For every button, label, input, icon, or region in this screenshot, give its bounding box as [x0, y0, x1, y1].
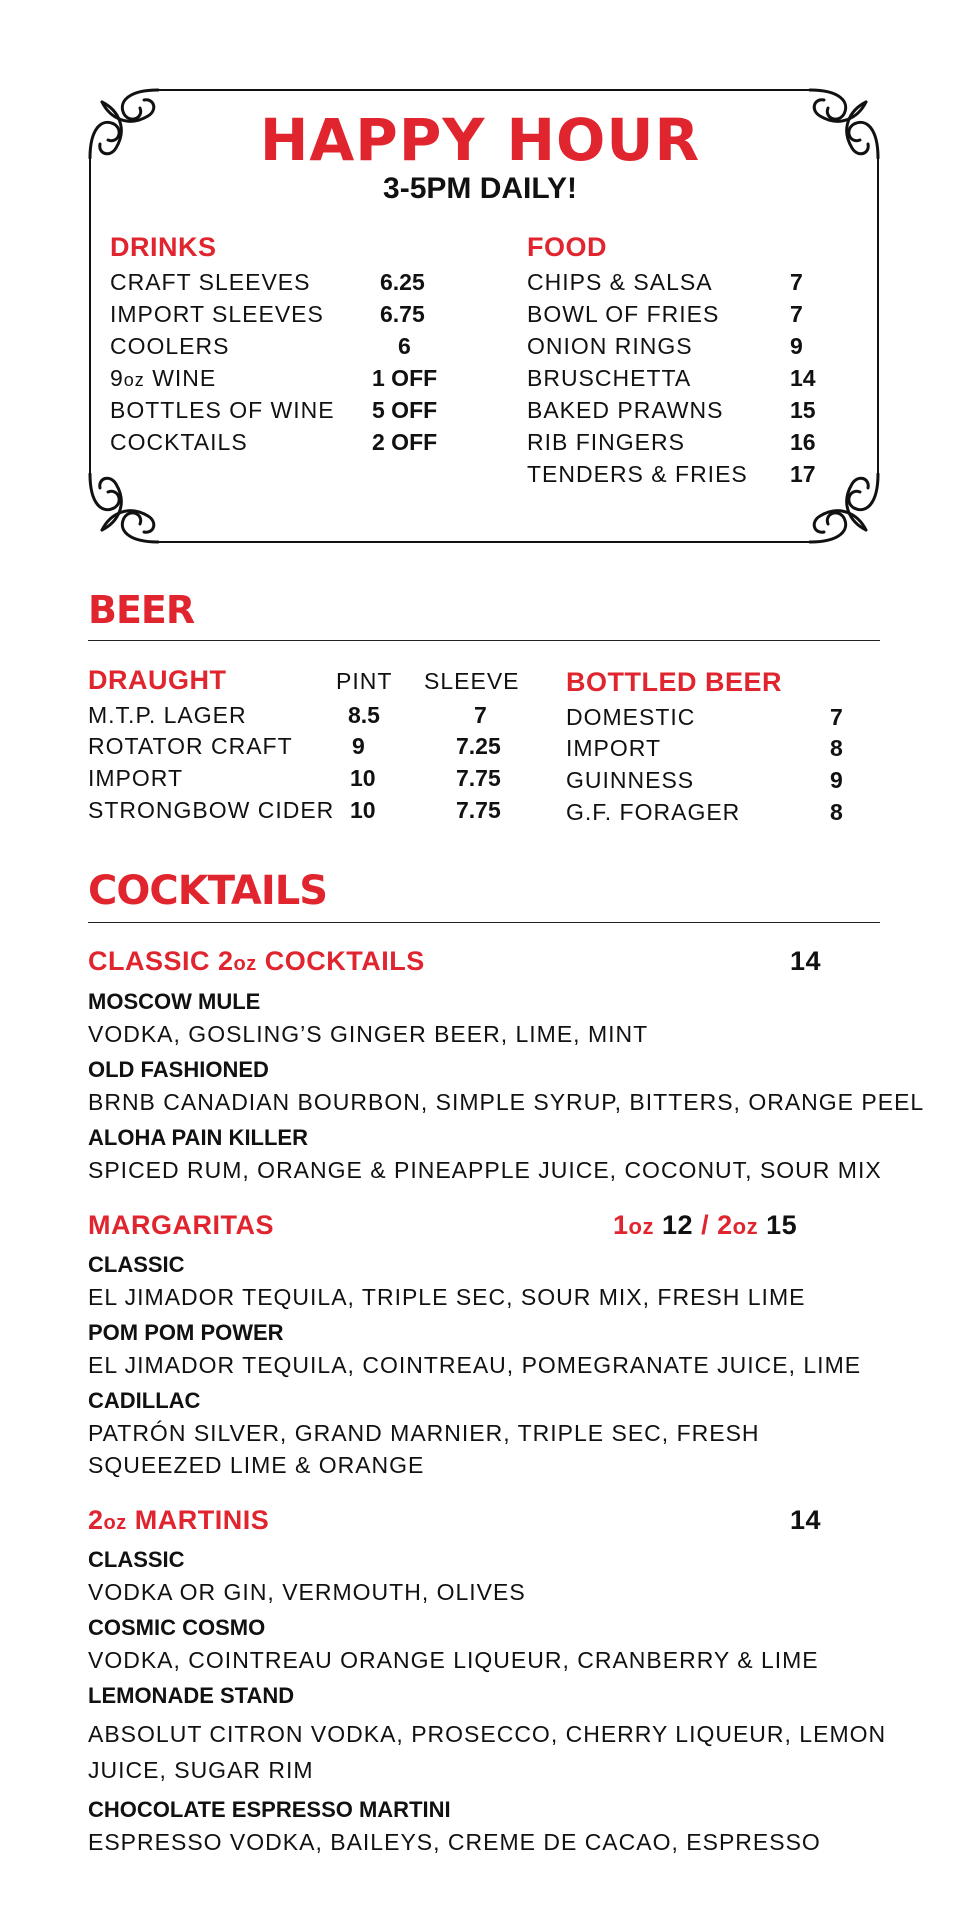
cocktail-name: ALOHA PAIN KILLER	[88, 1125, 308, 1150]
item-price: 6.25	[380, 269, 425, 295]
cocktail-name: CADILLAC	[88, 1388, 201, 1413]
happy-hour-title: HAPPY HOUR	[259, 106, 701, 174]
cocktail-description: SPICED RUM, ORANGE & PINEAPPLE JUICE, COCONUT, SOUR MIX	[88, 1157, 882, 1183]
pint-price: 10	[350, 797, 376, 823]
martinis-heading	[88, 1505, 269, 1536]
classic-cocktails-price: 14	[790, 946, 822, 976]
list-item: ONION RINGS	[527, 333, 693, 359]
oz-unit: oz	[103, 1512, 127, 1534]
classic-heading-part: COCKTAILS	[256, 946, 425, 976]
item-price: 17	[790, 461, 816, 487]
item-price: 8	[830, 735, 843, 761]
sleeve-price: 7.25	[456, 733, 501, 759]
list-item: IMPORT	[566, 735, 662, 761]
item-price: 2 OFF	[372, 429, 438, 455]
list-item: IMPORT	[88, 765, 184, 791]
list-item: BAKED PRAWNS	[527, 397, 724, 423]
size-number: 2	[717, 1210, 733, 1240]
list-item: COCKTAILS	[110, 429, 248, 455]
list-item: RIB FINGERS	[527, 429, 685, 455]
cocktail-name: CLASSIC	[88, 1547, 185, 1572]
martinis-heading-part: MARTINIS	[126, 1505, 270, 1535]
drinks-item-label: 9oz WINE	[110, 365, 217, 391]
list-item: G.F. FORAGER	[566, 799, 741, 825]
item-price: 7	[830, 704, 843, 730]
price-value: 15	[766, 1210, 798, 1240]
cocktail-description: ESPRESSO VODKA, BAILEYS, CREME DE CACAO, ESPRESSO	[88, 1829, 821, 1855]
list-item: BOTTLES OF WINE	[110, 397, 335, 423]
bottled-beer-heading: BOTTLED BEER	[566, 667, 783, 697]
martinis-heading-part: 2	[88, 1505, 104, 1535]
drinks-heading: DRINKS	[110, 232, 217, 262]
list-item: BRUSCHETTA	[527, 365, 692, 391]
cocktail-description: EL JIMADOR TEQUILA, COINTREAU, POMEGRANATE JUICE, LIME	[88, 1352, 862, 1378]
cocktails-divider	[88, 922, 880, 923]
martinis-price: 14	[790, 1505, 822, 1535]
item-price: 7	[790, 301, 803, 327]
cocktail-description: ABSOLUT CITRON VODKA, PROSECCO, CHERRY LIQUEUR, LEMON	[88, 1721, 887, 1747]
pint-price: 9	[352, 733, 365, 759]
item-price: 1 OFF	[372, 365, 438, 391]
cocktail-description-cont: JUICE, SUGAR RIM	[88, 1757, 314, 1783]
list-item: M.T.P. LAGER	[88, 702, 247, 728]
cocktail-name: OLD FASHIONED	[88, 1057, 269, 1082]
beer-title: BEER	[88, 588, 195, 632]
cocktail-description: EL JIMADOR TEQUILA, TRIPLE SEC, SOUR MIX, FRESH LIME	[88, 1284, 806, 1310]
item-price: 16	[790, 429, 816, 455]
list-item	[110, 365, 216, 392]
item-price: 9	[830, 767, 843, 793]
price-value: 12	[662, 1210, 694, 1240]
oz-unit: oz	[628, 1214, 654, 1239]
size-number: 1	[613, 1210, 629, 1240]
pint-column-header: PINT	[336, 668, 393, 694]
item-price: 15	[790, 397, 816, 423]
cocktail-description: BRNB CANADIAN BOURBON, SIMPLE SYRUP, BITTERS, ORANGE PEEL	[88, 1089, 925, 1115]
beer-divider	[88, 640, 880, 641]
food-heading: FOOD	[527, 232, 607, 262]
list-item: IMPORT SLEEVES	[110, 301, 324, 327]
margaritas-heading: MARGARITAS	[88, 1210, 274, 1240]
list-item: CHIPS & SALSA	[527, 269, 713, 295]
cocktail-description: VODKA OR GIN, VERMOUTH, OLIVES	[88, 1579, 526, 1605]
cocktail-name: CLASSIC	[88, 1252, 185, 1277]
classic-cocktails-heading	[88, 946, 425, 977]
cocktail-name: MOSCOW MULE	[88, 989, 261, 1014]
list-item: COOLERS	[110, 333, 230, 359]
price-separator: /	[701, 1210, 710, 1240]
list-item: STRONGBOW CIDER	[88, 797, 335, 823]
margaritas-price	[613, 1210, 797, 1241]
list-item: GUINNESS	[566, 767, 695, 793]
item-price: 6	[398, 333, 411, 359]
item-price: 8	[830, 799, 843, 825]
list-item: TENDERS & FRIES	[527, 461, 748, 487]
list-item: ROTATOR CRAFT	[88, 733, 293, 759]
cocktail-name: POM POM POWER	[88, 1320, 284, 1345]
cocktail-description-cont: SQUEEZED LIME & ORANGE	[88, 1452, 425, 1478]
list-item: DOMESTIC	[566, 704, 696, 730]
oz-unit: oz	[233, 953, 257, 975]
cocktail-name: LEMONADE STAND	[88, 1683, 295, 1708]
cocktail-description: PATRÓN SILVER, GRAND MARNIER, TRIPLE SEC, FRESH	[88, 1420, 760, 1446]
sleeve-price: 7	[474, 702, 487, 728]
pint-price: 10	[350, 765, 376, 791]
sleeve-price: 7.75	[456, 765, 501, 791]
cocktail-name: COSMIC COSMO	[88, 1615, 266, 1640]
draught-heading: DRAUGHT	[88, 665, 227, 695]
classic-heading-part: CLASSIC 2	[88, 946, 234, 976]
sleeve-price: 7.75	[456, 797, 501, 823]
list-item: CRAFT SLEEVES	[110, 269, 311, 295]
item-price: 6.75	[380, 301, 425, 327]
pint-price: 8.5	[348, 702, 380, 728]
cocktail-description: VODKA, COINTREAU ORANGE LIQUEUR, CRANBERRY & LIME	[88, 1647, 819, 1673]
cocktails-title: COCKTAILS	[88, 868, 328, 914]
item-price: 14	[790, 365, 816, 391]
item-price: 7	[790, 269, 803, 295]
happy-hour-subtitle: 3-5PM DAILY!	[383, 172, 577, 205]
item-price: 9	[790, 333, 803, 359]
oz-unit: oz	[732, 1214, 759, 1239]
cocktail-description: VODKA, GOSLING’S GINGER BEER, LIME, MINT	[88, 1021, 649, 1047]
item-price: 5 OFF	[372, 397, 438, 423]
cocktail-name: CHOCOLATE ESPRESSO MARTINI	[88, 1797, 451, 1822]
sleeve-column-header: SLEEVE	[424, 668, 520, 694]
list-item: BOWL OF FRIES	[527, 301, 720, 327]
